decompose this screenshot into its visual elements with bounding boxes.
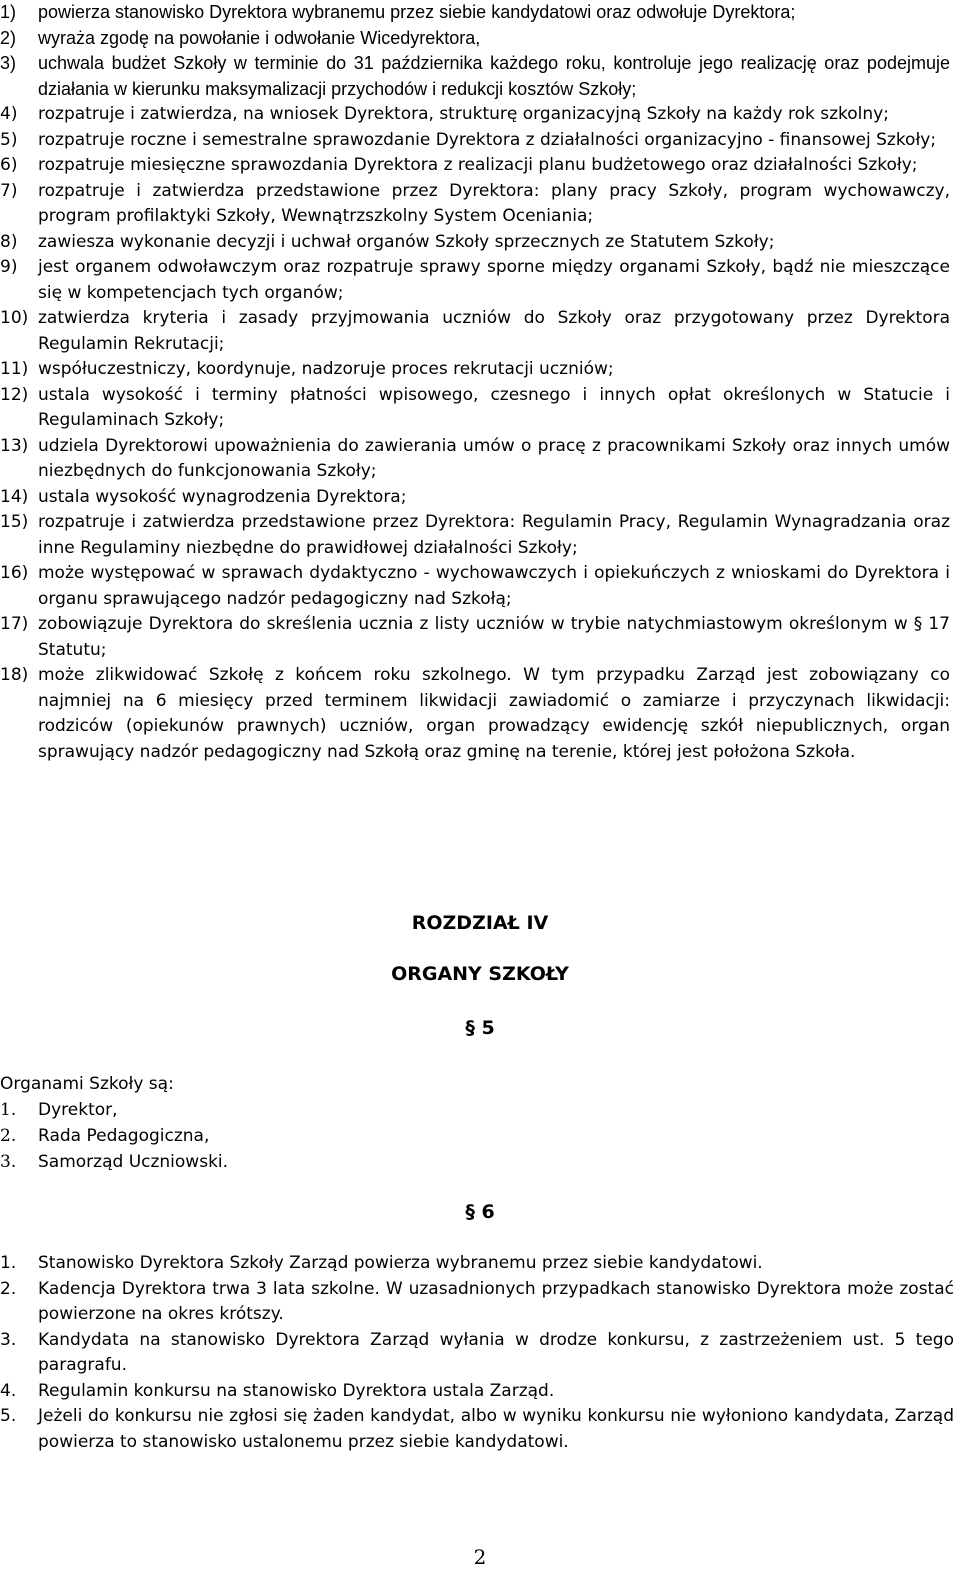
item-number: 5. [0,1406,17,1426]
item-number: 5) [0,129,18,150]
item-number: 8) [0,231,18,252]
list-item [0,663,960,765]
item-number: 6) [0,155,18,175]
zarzad-competences-list [0,0,960,765]
item-number: 17) [0,614,29,634]
item-text: Regulamin konkursu na stanowisko Dyrektora ustala Zarząd. [38,1380,555,1401]
list-item [0,230,960,256]
item-text: rozpatruje i zatwierdza, na wniosek Dyrektora, strukturę organizacyjną Szkoły na każdy rok szkolny; [38,104,889,124]
list-item [0,1123,228,1149]
list-item [0,153,960,179]
list-item [0,383,960,434]
item-text: zatwierdza kryteria i zasady przyjmowania uczniów do Szkoły oraz przygotowany przez Dyrektora Regulamin Rekrutacji; [38,308,950,354]
item-number: 4. [0,1380,17,1401]
item-text: ustala wysokość i terminy płatności wpisowego, czesnego i innych opłat określonych w Statucie i Regulaminach Szkoły; [38,384,950,430]
item-text: rozpatruje i zatwierdza przedstawione przez Dyrektora: plany pracy Szkoły, program wychowawczy, program profilaktyki Szkoły, Wewnątrzszkolny System Oceniania; [38,180,950,226]
item-number: 11) [0,359,29,379]
list-item [0,561,960,612]
item-number: 1) [0,2,17,22]
item-text: rozpatruje i zatwierdza przedstawione przez Dyrektora: Regulamin Pracy, Regulamin Wynagradzania oraz inne Regulaminy niezbędne do prawidłowej działalności Szkoły; [38,512,950,558]
item-text: powierza stanowisko Dyrektora wybranemu przez siebie kandydatowi oraz odwołuje Dyrektora; [38,2,796,22]
item-number: 2) [0,27,17,48]
item-text: uchwala budżet Szkoły w terminie do 31 października każdego roku, kontroluje jego realizację oraz podejmuje działania w kierunku maksymalizacji przychodów i redukcji kosztów Szkoły; [38,53,950,99]
organs-intro: Organami Szkoły są: [0,1074,174,1094]
list-item [0,128,960,154]
list-item [0,51,960,102]
item-text: może zlikwidować Szkołę z końcem roku szkolnego. W tym przypadku Zarząd jest zobowiązany co najmniej na 6 miesięcy przed terminem likwidacji zawiadomić o zamiarze i przyczynach likwidacji: rodziców (opiekunów prawnych) uczniów, organ prowadzący ewidencję szkół niepublicznych, organ sprawujący nadzór pedagogiczny nad Szkołą oraz gminę na terenie, której jest położona Szkoła. [38,665,950,762]
list-item [0,510,960,561]
list-item [0,26,960,52]
list-item [0,1097,228,1123]
item-text: Dyrektor, [38,1100,118,1120]
list-item [0,102,960,128]
section-heading-6: § 6 [465,1201,495,1223]
list-item [0,1149,228,1175]
item-number: 1. [0,1253,17,1273]
list-item [0,1379,960,1405]
list-item [0,1328,960,1379]
item-text: rozpatruje miesięczne sprawozdania Dyrektora z realizacji planu budżetowego oraz działalności Szkoły; [38,155,918,175]
item-text: zawiesza wykonanie decyzji i uchwał organów Szkoły sprzecznych ze Statutem Szkoły; [38,231,775,252]
list-item [0,1404,960,1455]
section-heading-5: § 5 [465,1017,495,1039]
item-number: 18) [0,665,29,685]
item-text: ustala wysokość wynagrodzenia Dyrektora; [38,486,407,507]
item-number: 9) [0,257,18,277]
director-rules-list [0,1251,960,1455]
list-item [0,434,960,485]
list-item [0,357,960,383]
item-number: 2. [0,1126,17,1146]
list-item [0,612,960,663]
item-text: współuczestniczy, koordynuje, nadzoruje proces rekrutacji uczniów; [38,359,614,379]
page-number: 2 [473,1545,487,1569]
item-text: zobowiązuje Dyrektora do skreślenia ucznia z listy uczniów w trybie natychmiastowym określonym w § 17 Statutu; [38,614,950,660]
item-number: 2. [0,1278,17,1299]
item-text: może występować w sprawach dydaktyczno - wychowawczych i opiekuńczych z wnioskami do Dyrektora i organu sprawującego nadzór pedagogiczny nad Szkołą; [38,563,950,609]
item-number: 13) [0,435,29,456]
list-item [0,1251,960,1277]
item-text: udziela Dyrektorowi upoważnienia do zawierania umów o pracę z pracownikami Szkoły oraz innych umów niezbędnych do funkcjonowania Szkoły; [38,435,950,481]
item-number: 10) [0,308,29,328]
item-text: Rada Pedagogiczna, [38,1126,210,1146]
item-number: 16) [0,563,29,583]
item-text: Kadencja Dyrektora trwa 3 lata szkolne. W uzasadnionych przypadkach stanowisko Dyrektora może zostać powierzone na okres krótszy. [38,1278,954,1324]
item-number: 4) [0,104,18,124]
item-number: 14) [0,486,29,507]
item-number: 12) [0,384,29,405]
item-number: 1. [0,1100,17,1120]
chapter-title: ORGANY SZKOŁY [391,963,569,985]
list-item [0,485,960,511]
organs-list [0,1071,228,1175]
item-text: rozpatruje roczne i semestralne sprawozdanie Dyrektora z działalności organizacyjno - finansowej Szkoły; [38,129,937,150]
item-text: Stanowisko Dyrektora Szkoły Zarząd powierza wybranemu przez siebie kandydatowi. [38,1253,763,1273]
item-number: 3. [0,1152,17,1172]
list-item [0,306,960,357]
item-text: wyraża zgodę na powołanie i odwołanie Wicedyrektora, [38,27,481,48]
item-text: Samorząd Uczniowski. [38,1152,229,1172]
list-item [0,0,960,26]
item-number: 3. [0,1329,17,1350]
list-item [0,179,960,230]
list-item [0,255,960,306]
chapter-heading: ROZDZIAŁ IV [411,912,549,934]
item-number: 15) [0,512,29,532]
item-number: 7) [0,180,18,201]
list-item [0,1277,960,1328]
item-text: Jeżeli do konkursu nie zgłosi się żaden kandydat, albo w wyniku konkursu nie wyłoniono kandydata, Zarząd powierza to stanowisko ustalonemu przez siebie kandydatowi. [38,1406,954,1452]
item-text: jest organem odwoławczym oraz rozpatruje sprawy sporne między organami Szkoły, bądź nie mieszczące się w kompetencjach tych organów; [38,257,950,303]
item-text: Kandydata na stanowisko Dyrektora Zarząd wyłania w drodze konkursu, z zastrzeżeniem ust. 5 tego paragrafu. [38,1329,954,1375]
item-number: 3) [0,53,17,73]
